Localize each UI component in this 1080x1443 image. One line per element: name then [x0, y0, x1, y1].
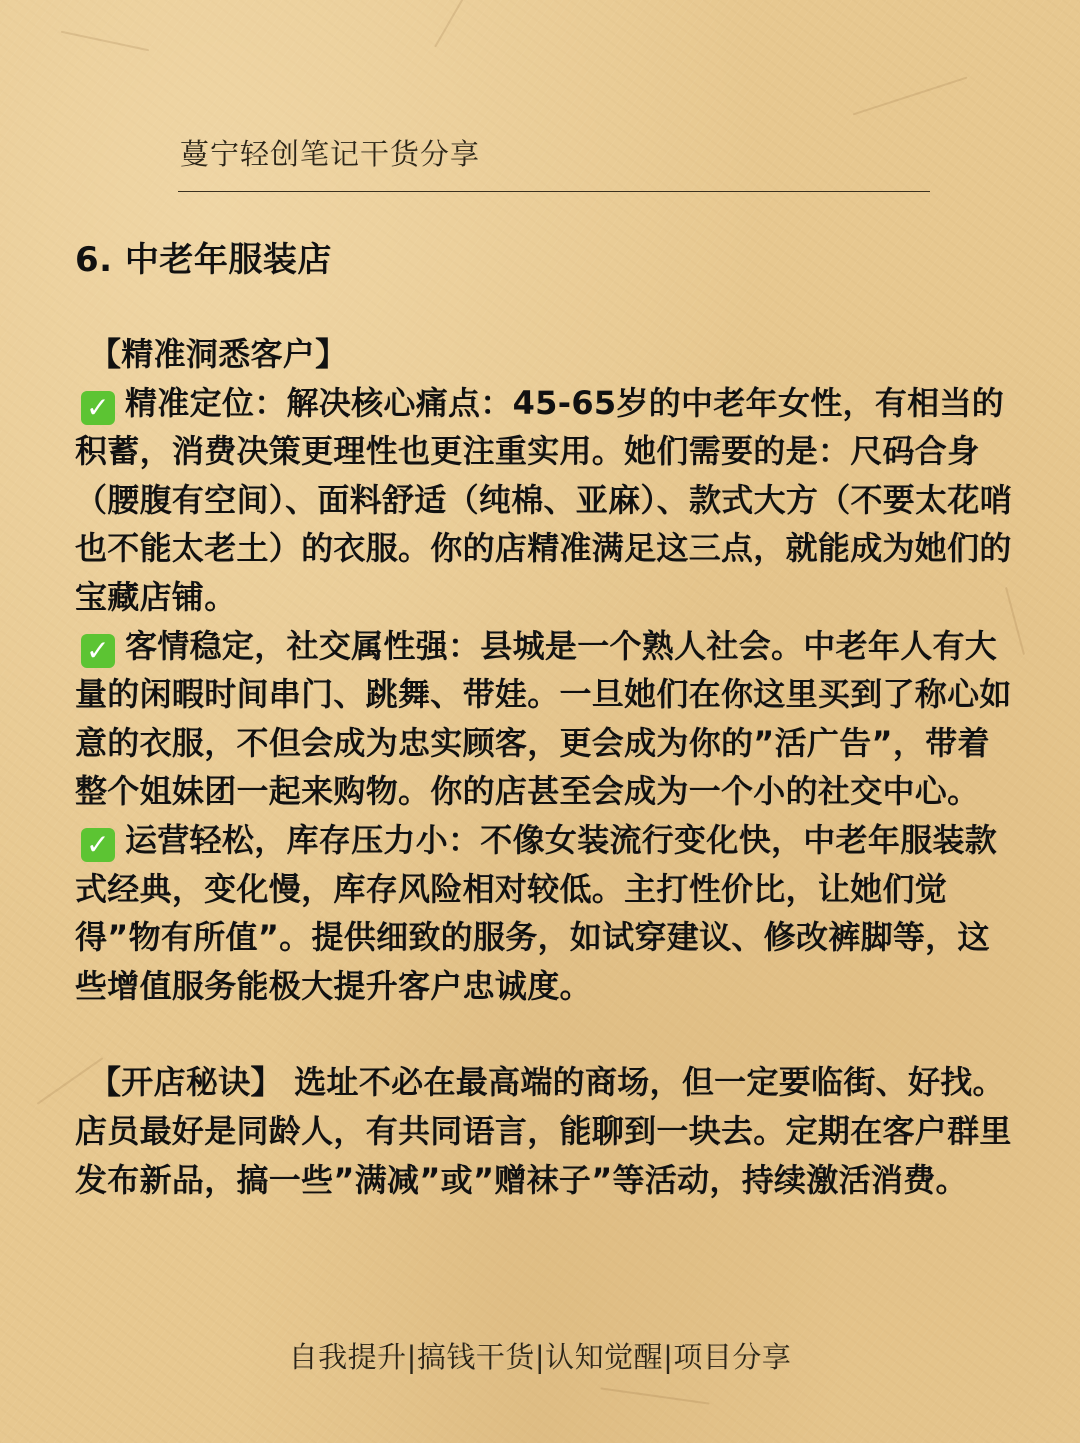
check-mark-icon: ✓: [81, 828, 115, 862]
paragraph-gap: [75, 1010, 1015, 1058]
paper-fiber: [61, 31, 149, 52]
customer-point-3-text: 运营轻松，库存压力小：不像女装流行变化快，中老年服装款式经典，变化慢，库存风险相对较低。主打性价比，让她们觉得”物有所值”。提供细致的服务，如试穿建议、修改裤脚等，这些增值服务能极大提升客户忠诚度。: [75, 820, 998, 1005]
paper-fiber: [600, 1387, 709, 1404]
check-mark-icon: ✓: [81, 391, 115, 425]
customer-point-1: [75, 379, 1015, 622]
check-mark-icon: ✓: [81, 634, 115, 668]
secret-text: 选址不必在最高端的商场，但一定要临街、好找。店员最好是同龄人，有共同语言，能聊到一块去。定期在客户群里发布新品，搞一些”满减”或”赠袜子”等活动，持续激活消费。: [75, 1063, 1012, 1199]
header-divider: [178, 191, 930, 192]
secret-paragraph: [75, 1058, 1015, 1204]
customer-point-1-text: 精准定位：解决核心痛点：45-65岁的中老年女性，有相当的积蓄，消费决策更理性也更注重实用。她们需要的是：尺码合身（腰腹有空间）、面料舒适（纯棉、亚麻）、款式大方（不要太花哨也不能太老土）的衣服。你的店精准满足这三点，就能成为她们的宝藏店铺。: [75, 383, 1013, 616]
customer-heading: 【精准洞悉客户】: [89, 335, 348, 373]
footer-tags: 自我提升|搞钱干货|认知觉醒|项目分享: [288, 1340, 792, 1374]
header-title: 蔓宁轻创笔记干货分享: [180, 137, 481, 171]
paper-fiber: [434, 0, 466, 47]
customer-point-2: [75, 622, 1015, 816]
section-title: 6. 中老年服装店: [75, 240, 332, 280]
article-body: [75, 232, 1015, 1204]
secret-label: 【开店秘诀】: [89, 1063, 283, 1102]
customer-point-2-text: 客情稳定，社交属性强：县城是一个熟人社会。中老年人有大量的闲暇时间串门、跳舞、带娃。一旦她们在你这里买到了称心如意的衣服，不但会成为忠实顾客，更会成为你的”活广告”，带着整个姐妹团一起来购物。你的店甚至会成为一个小的社交中心。: [75, 626, 1012, 811]
customer-point-3: [75, 816, 1015, 1010]
paper-fiber: [853, 77, 968, 116]
